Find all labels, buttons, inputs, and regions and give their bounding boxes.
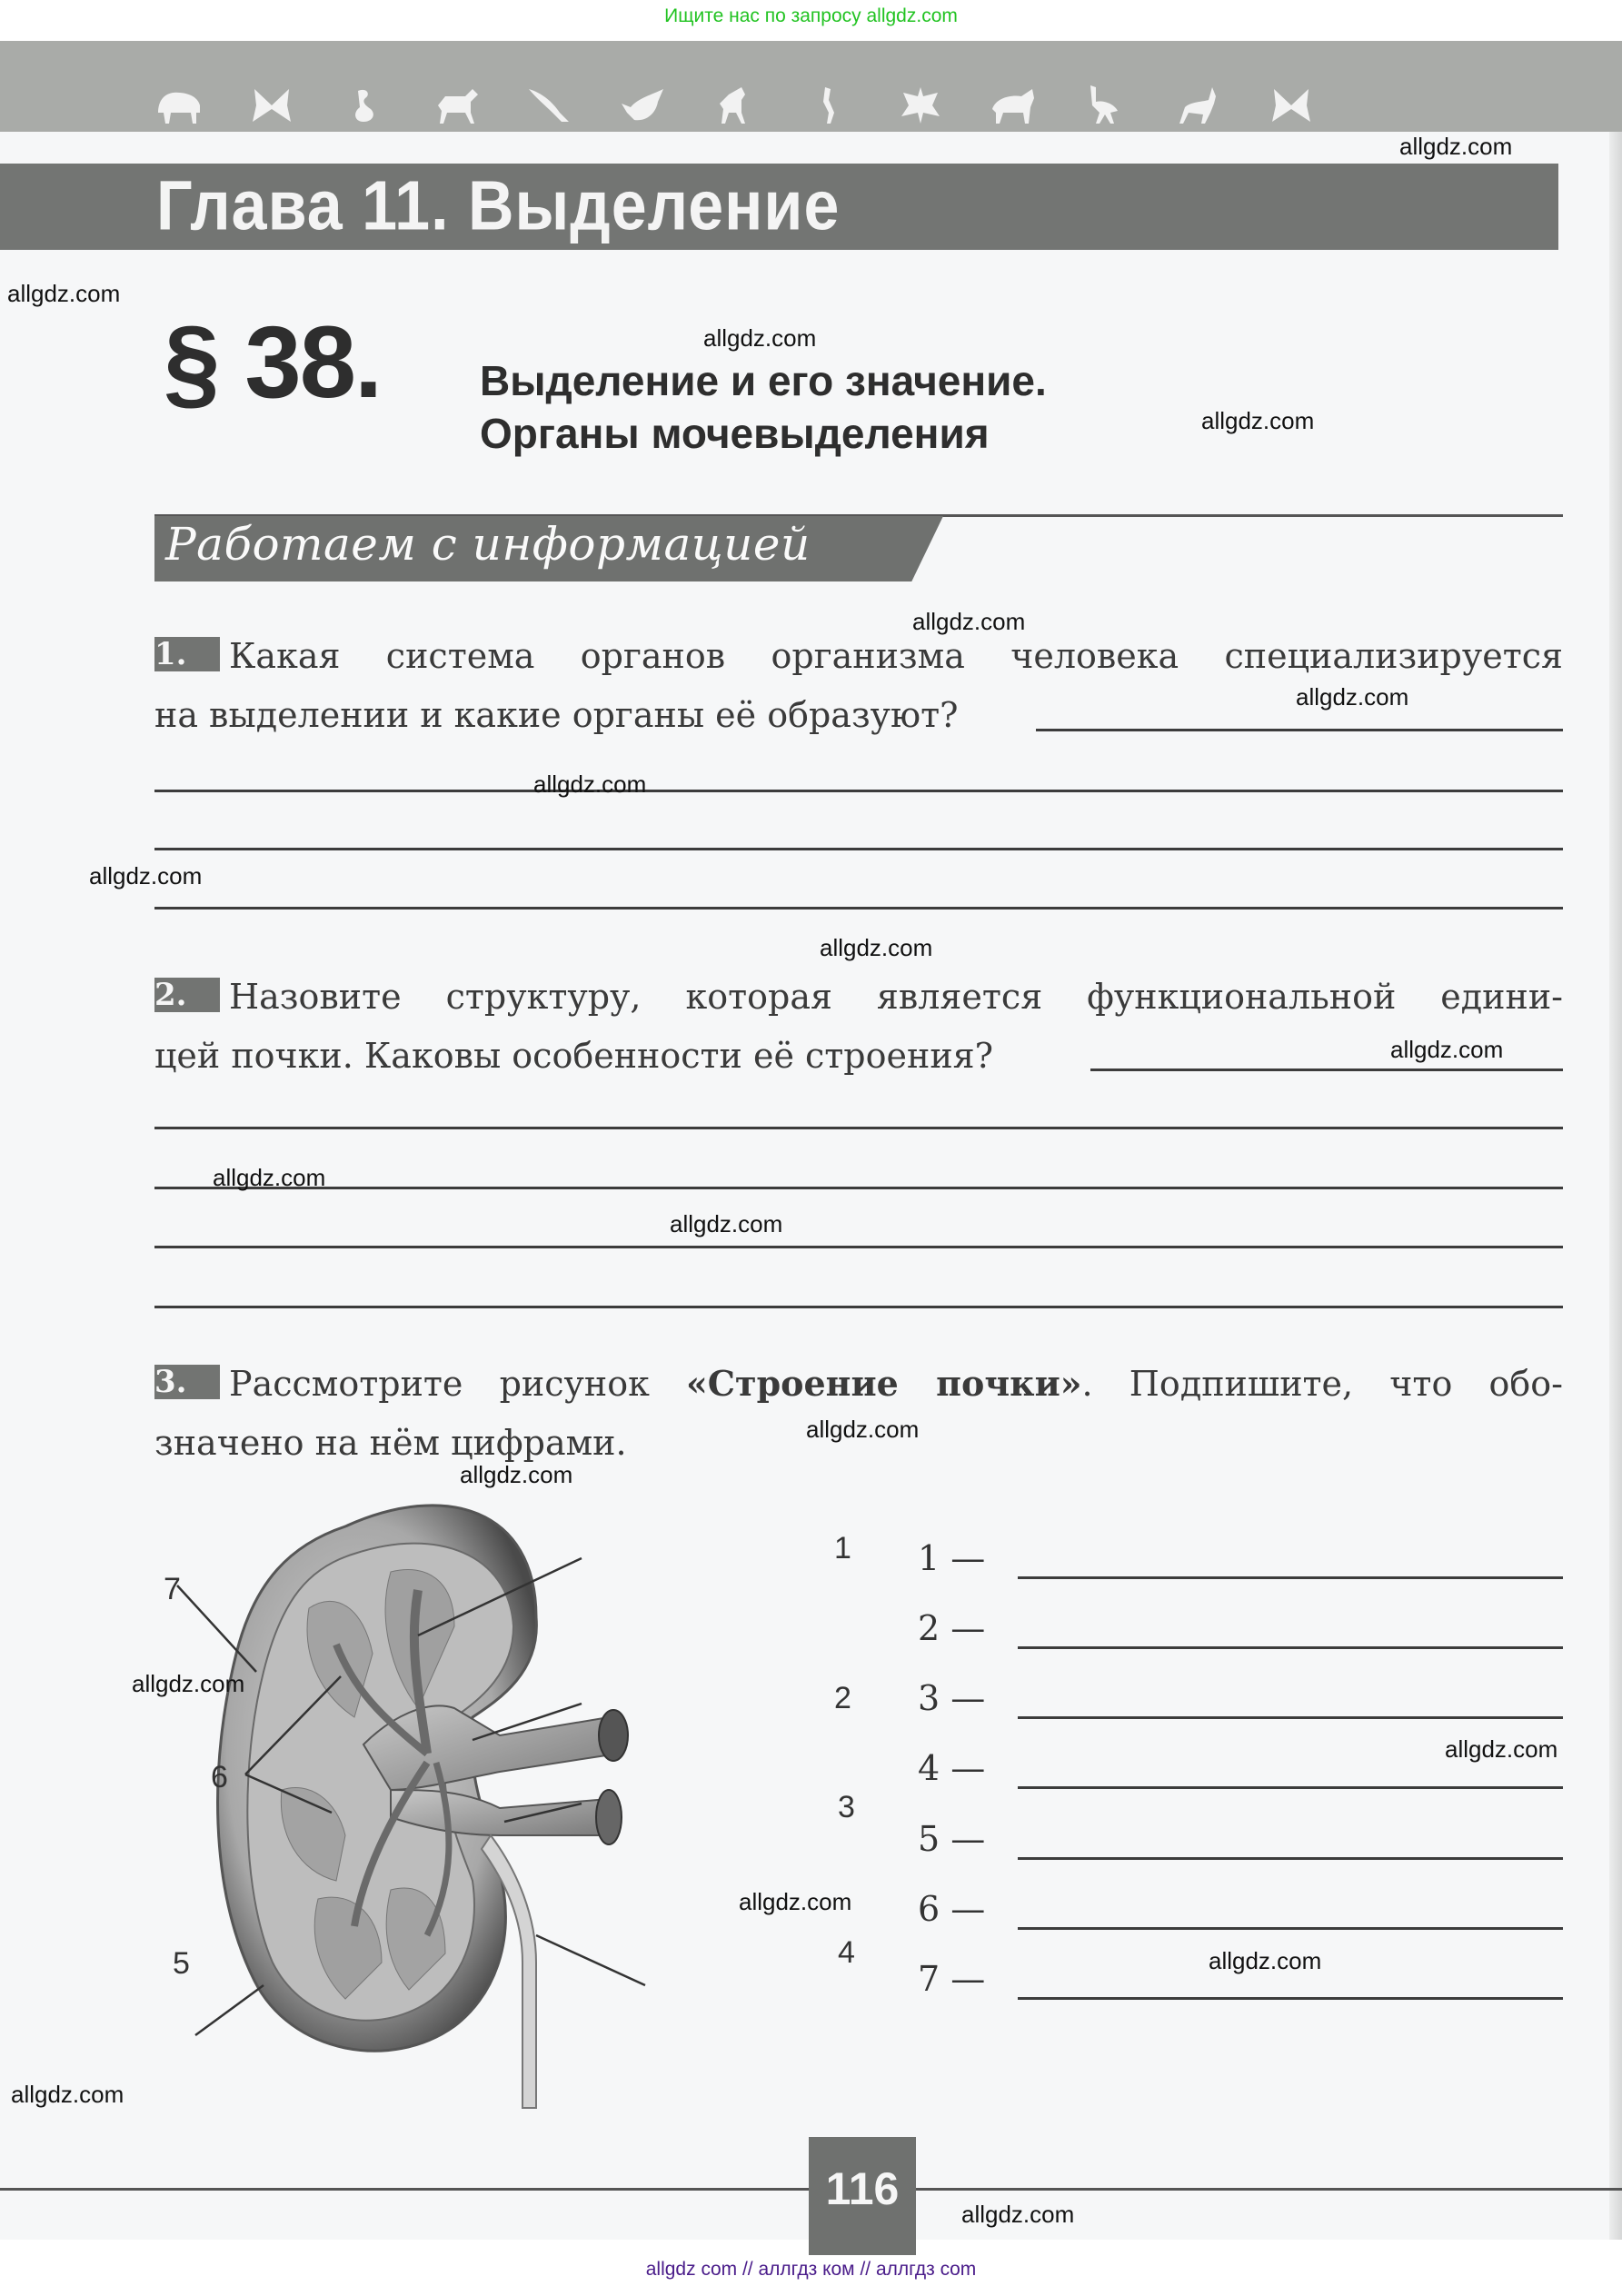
answer-line[interactable] <box>154 1127 1563 1129</box>
label-number: 7 — <box>918 1959 986 1999</box>
answer-line[interactable] <box>154 848 1563 850</box>
task-3 <box>154 1354 1563 1473</box>
watermark: allgdz.com <box>213 1164 326 1191</box>
watermark: allgdz.com <box>11 2081 124 2108</box>
label-row-4 <box>918 1748 1563 1803</box>
label-answer-line[interactable] <box>1018 1857 1563 1860</box>
watermark: allgdz.com <box>1296 683 1409 711</box>
moose-icon <box>711 85 760 125</box>
watermark: allgdz.com <box>132 1670 245 1697</box>
watermark: allgdz.com <box>1445 1735 1558 1763</box>
watermark: allgdz.com <box>739 1888 852 1915</box>
header-animal-band <box>0 41 1622 132</box>
watermark: allgdz.com <box>7 280 121 307</box>
paragraph-title-line2: Органы мочевыделения <box>480 410 990 457</box>
page-edge-shadow <box>1609 41 1622 2240</box>
watermark: allgdz.com <box>89 862 203 890</box>
task-3-question <box>154 1354 1563 1414</box>
label-row-1 <box>918 1538 1563 1593</box>
task-number-badge: 2. <box>154 978 220 1012</box>
fish-icon <box>618 85 667 125</box>
watermark-bottom-banner: allgdz com // аллгдз ком // аллгдз com <box>645 2259 977 2280</box>
paragraph-title-line1: Выделение и его значение. <box>480 357 1047 404</box>
watermark: allgdz.com <box>961 2201 1075 2228</box>
label-row-7 <box>918 1959 1563 2013</box>
watermark: allgdz.com <box>460 1461 573 1488</box>
label-answer-line[interactable] <box>1018 1576 1563 1579</box>
watermark: allgdz.com <box>703 324 817 352</box>
answer-line[interactable] <box>154 907 1563 909</box>
section-title: Работаем с информацией <box>165 518 811 571</box>
paragraph-title <box>480 354 1047 460</box>
watermark: allgdz.com <box>533 770 647 798</box>
label-number: 6 — <box>918 1889 986 1929</box>
watermark: allgdz.com <box>1201 407 1315 434</box>
task-3-line2-text: значено на нём цифрами. <box>154 1423 627 1463</box>
scorpion-icon <box>340 85 389 125</box>
callout-6: 6 <box>211 1760 228 1794</box>
callout-4: 4 <box>838 1935 855 1970</box>
watermark: allgdz.com <box>1209 1947 1322 1974</box>
task-2-line2-text: цей почки. Каковы особенности её строения? <box>154 1036 994 1076</box>
task-1-question <box>154 627 1563 686</box>
paragraph-number: § 38. <box>164 305 382 419</box>
answer-line[interactable] <box>154 1306 1563 1308</box>
answer-line[interactable] <box>154 1187 1563 1189</box>
animal-silhouettes <box>154 84 1316 125</box>
page-number: 116 <box>825 2163 900 2214</box>
label-number: 4 — <box>918 1748 986 1788</box>
label-answer-line[interactable] <box>1018 1997 1563 2000</box>
label-answer-line[interactable] <box>1018 1927 1563 1930</box>
bird-icon <box>525 85 574 125</box>
label-answer-line[interactable] <box>1018 1716 1563 1719</box>
label-number: 3 — <box>918 1678 986 1718</box>
callout-7: 7 <box>164 1572 181 1606</box>
watermark: allgdz.com <box>820 934 933 961</box>
bison-icon <box>154 85 204 125</box>
task-3-line1-suffix: . Подпишите, что обо- <box>1081 1364 1563 1404</box>
task-2-line1: Назовите структуру, которая является функциональной едини- <box>229 977 1563 1017</box>
answer-line[interactable] <box>1090 1068 1563 1071</box>
label-row-6 <box>918 1889 1563 1943</box>
watermark: allgdz.com <box>912 608 1026 635</box>
chapter-title: Глава 11. Выделение <box>156 166 841 244</box>
callout-3: 3 <box>838 1790 855 1824</box>
callout-1: 1 <box>834 1531 851 1565</box>
callout-5: 5 <box>173 1946 190 1981</box>
watermark: allgdz.com <box>670 1210 783 1237</box>
callout-2: 2 <box>834 1681 851 1715</box>
task-number-badge: 1. <box>154 637 220 671</box>
antelope-icon <box>1174 85 1223 125</box>
watermark-top-banner: Ищите нас по запросу allgdz.com <box>664 5 958 26</box>
watermark: allgdz.com <box>1399 133 1513 160</box>
label-number: 2 — <box>918 1608 986 1648</box>
watermark: allgdz.com <box>1390 1036 1504 1063</box>
watermark: allgdz.com <box>806 1416 920 1443</box>
task-3-line1-prefix: Рассмотрите рисунок <box>229 1364 687 1404</box>
horse-icon <box>433 85 482 125</box>
label-answer-line[interactable] <box>1018 1786 1563 1789</box>
kidney-illustration <box>154 1490 918 2117</box>
label-answer-line[interactable] <box>1018 1646 1563 1649</box>
label-row-2 <box>918 1608 1563 1663</box>
task-1-line1: Какая система органов организма человека специализируется <box>229 636 1563 676</box>
ostrich-icon <box>1081 85 1130 125</box>
label-row-3 <box>918 1678 1563 1733</box>
figure-reference: «Строение почки» <box>686 1363 1082 1404</box>
label-number: 5 — <box>918 1819 986 1859</box>
answer-line[interactable] <box>154 790 1563 792</box>
butterfly-icon <box>247 85 296 125</box>
task-1-line2-text: на выделении и какие органы её образуют? <box>154 695 959 735</box>
label-row-5 <box>918 1819 1563 1874</box>
heron-icon <box>803 85 852 125</box>
butterfly-icon <box>1267 85 1316 125</box>
insect-icon <box>896 85 945 125</box>
task-2-question <box>154 968 1563 1027</box>
answer-line[interactable] <box>1036 729 1563 731</box>
boar-icon <box>989 85 1038 125</box>
label-number: 1 — <box>918 1538 986 1578</box>
answer-line[interactable] <box>154 1246 1563 1248</box>
kidney-structure-figure <box>154 1490 918 2117</box>
task-number-badge: 3. <box>154 1365 220 1399</box>
task-2-line2 <box>154 1027 1563 1086</box>
